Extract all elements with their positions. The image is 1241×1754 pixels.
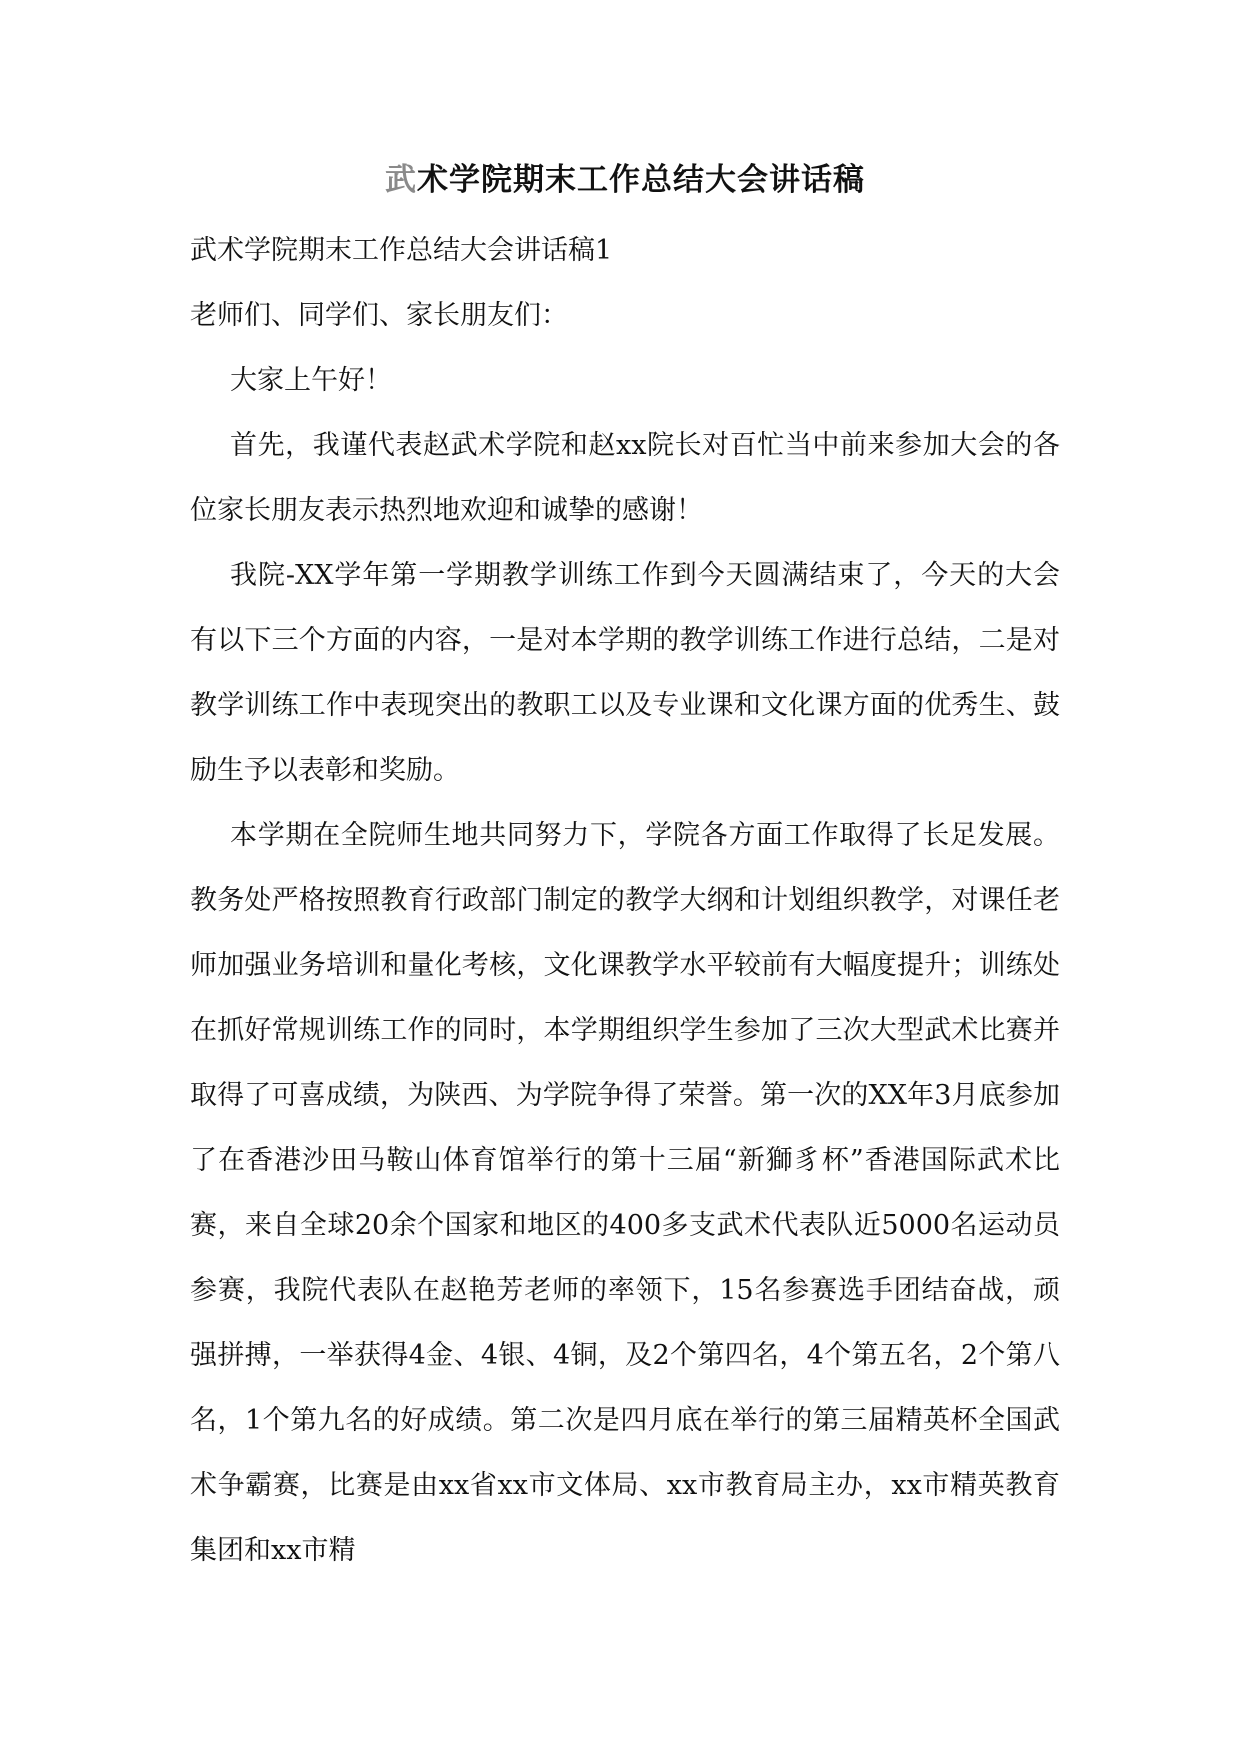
title-first-char: 武 <box>385 162 417 198</box>
document-subtitle: 武术学院期末工作总结大会讲话稿1 <box>190 235 613 266</box>
paragraph-achievements: 本学期在全院师生地共同努力下，学院各方面工作取得了长足发展。教务处严格按照教育行政部门制定的教学大纲和计划组织教学，对课任老师加强业务培训和量化考核，文化课教学水平较前有大幅度提升；训练处在抓好常规训练工作的同时，本学期组织学生参加了三次大型武术比赛并取得了可喜成绩，为陕西、为学院争得了荣誉。第一次的XX年3月底参加了在香港沙田马鞍山体育馆举行的第十三届“新獅豸杯”香港国际武术比赛，来自全球20余个国家和地区的400多支武术代表队近5000名运动员参赛，我院代表队在赵艳芳老师的率领下，15名参赛选手团结奋战，顽强拼搏，一举获得4金、4银、4铜，及2个第四名，4个第五名，2个第八名，1个第九名的好成绩。第二次是四月底在举行的第三届精英杯全国武术争霸赛，比赛是由xx省xx市文体局、xx市教育局主办，xx市精英教育集团和xx市精 <box>190 820 1060 1566</box>
paragraph-greeting: 大家上午好！ <box>230 365 392 396</box>
document-title <box>190 158 1060 202</box>
title-text: 术学院期末工作总结大会讲话稿 <box>417 162 865 198</box>
paragraph-agenda: 我院-XX学年第一学期教学训练工作到今天圆满结束了，今天的大会有以下三个方面的内容，一是对本学期的教学训练工作进行总结，二是对教学训练工作中表现突出的教职工以及专业课和文化课方面的优秀生、鼓励生予以表彰和奖励。 <box>190 560 1060 786</box>
document-body <box>190 158 1060 1583</box>
paragraph-welcome: 首先，我谨代表赵武术学院和赵xx院长对百忙当中前来参加大会的各位家长朋友表示热烈地欢迎和诚挚的感谢！ <box>190 430 1060 526</box>
salutation: 老师们、同学们、家长朋友们： <box>190 300 568 331</box>
